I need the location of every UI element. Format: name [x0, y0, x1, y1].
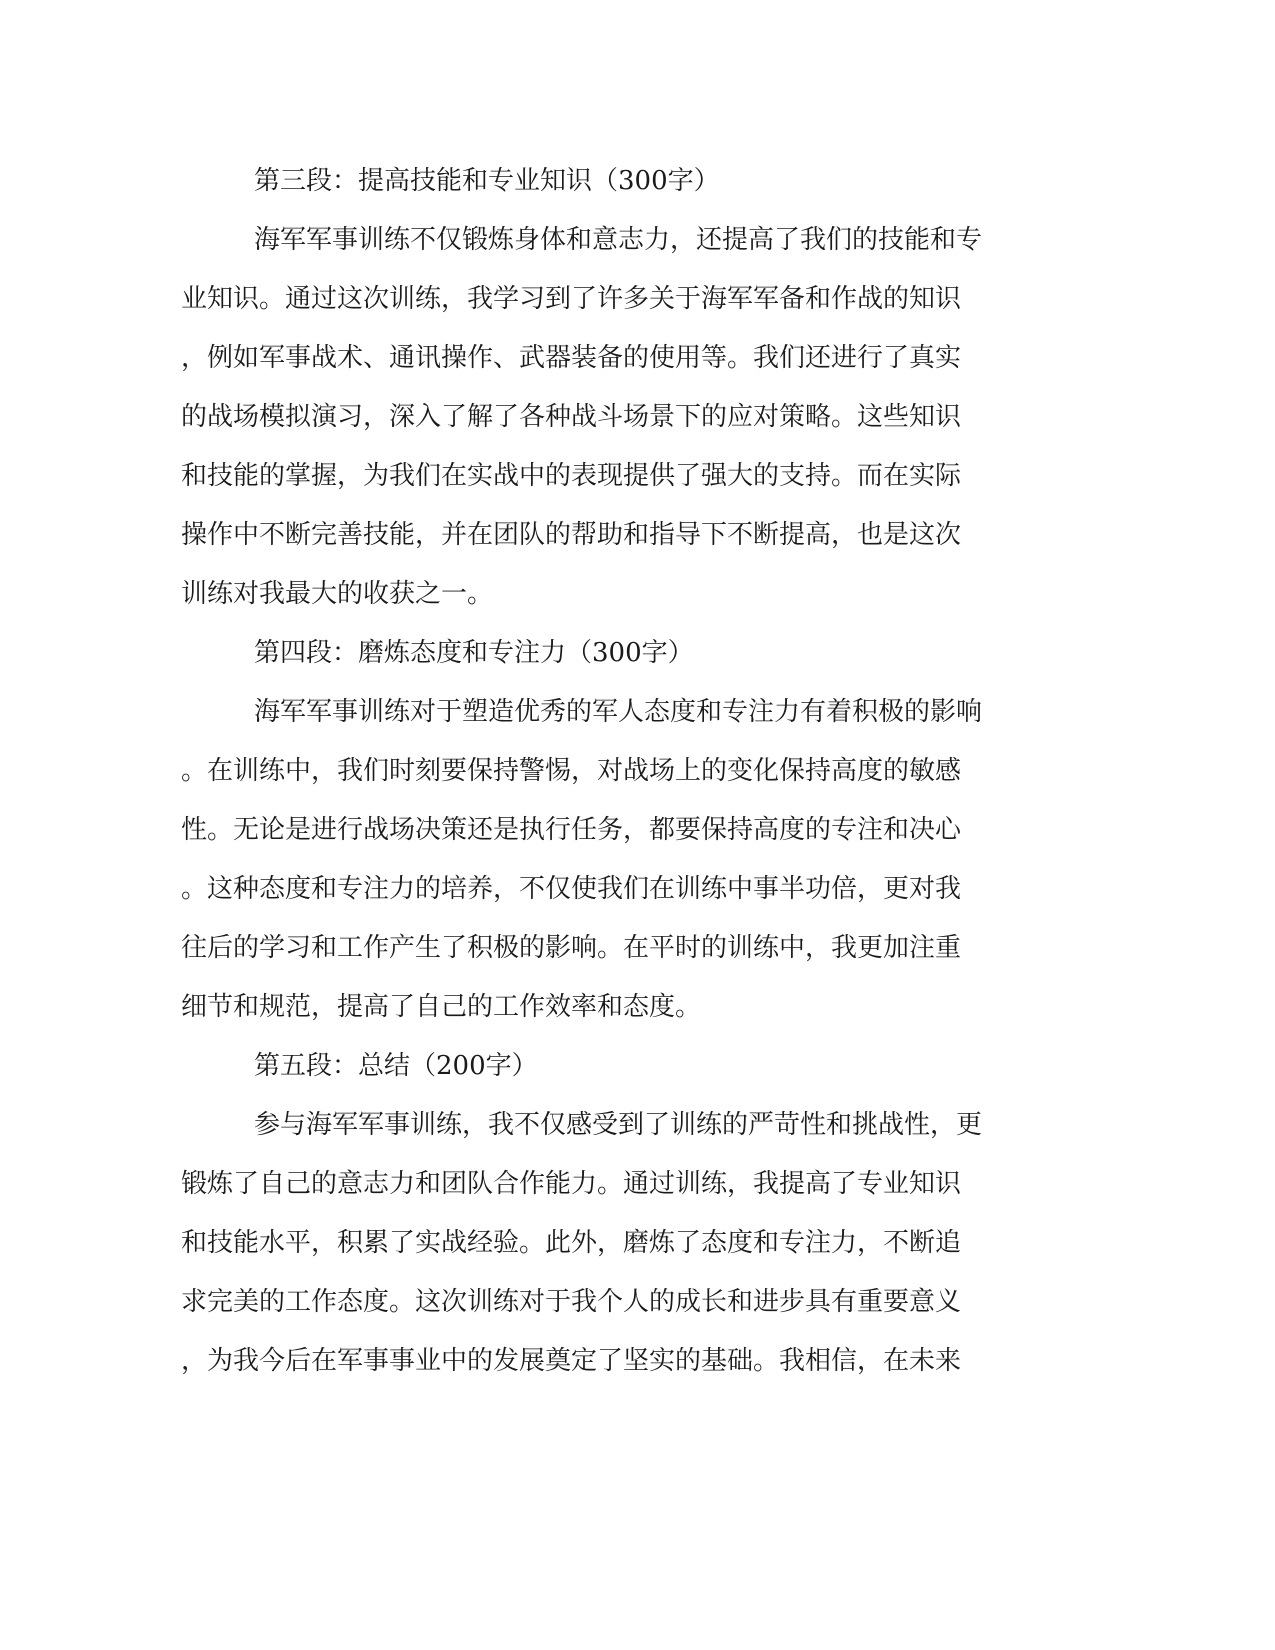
paragraph-line: 和技能的掌握，为我们在实战中的表现提供了强大的支持。而在实际 [181, 461, 962, 491]
heading-section-5: 第五段：总结（200字） [254, 1051, 538, 1081]
paragraph-line: 性。无论是进行战场决策还是执行任务，都要保持高度的专注和决心 [181, 815, 962, 845]
paragraph-line: ，为我今后在军事事业中的发展奠定了坚实的基础。我相信，在未来 [181, 1346, 962, 1376]
paragraph-line: 细节和规范，提高了自己的工作效率和态度。 [181, 992, 702, 1022]
paragraph-line: 锻炼了自己的意志力和团队合作能力。通过训练，我提高了专业知识 [181, 1169, 962, 1199]
paragraph-line: 操作中不断完善技能，并在团队的帮助和指导下不断提高，也是这次 [181, 520, 962, 550]
paragraph-line: 的战场模拟演习，深入了解了各种战斗场景下的应对策略。这些知识 [181, 402, 962, 432]
paragraph-line: 海军军事训练对于塑造优秀的军人态度和专注力有着积极的影响 [254, 697, 983, 727]
paragraph-line: ，例如军事战术、通讯操作、武器装备的使用等。我们还进行了真实 [181, 343, 962, 373]
paragraph-line: 参与海军军事训练，我不仅感受到了训练的严苛性和挑战性，更 [254, 1110, 983, 1140]
paragraph-line: 。这种态度和专注力的培养，不仅使我们在训练中事半功倍，更对我 [181, 874, 962, 904]
paragraph-line: 往后的学习和工作产生了积极的影响。在平时的训练中，我更加注重 [181, 933, 962, 963]
paragraph-line: 。在训练中，我们时刻要保持警惕，对战场上的变化保持高度的敏感 [181, 756, 962, 786]
paragraph-line: 训练对我最大的收获之一。 [181, 579, 494, 609]
heading-section-3: 第三段：提高技能和专业知识（300字） [254, 166, 720, 196]
paragraph-line: 和技能水平，积累了实战经验。此外，磨炼了态度和专注力，不断追 [181, 1228, 962, 1258]
paragraph-line: 海军军事训练不仅锻炼身体和意志力，还提高了我们的技能和专 [254, 225, 983, 255]
paragraph-line: 求完美的工作态度。这次训练对于我个人的成长和进步具有重要意义 [181, 1287, 962, 1317]
heading-section-4: 第四段：磨炼态度和专注力（300字） [254, 638, 694, 668]
paragraph-line: 业知识。通过这次训练，我学习到了许多关于海军军备和作战的知识 [181, 284, 962, 314]
